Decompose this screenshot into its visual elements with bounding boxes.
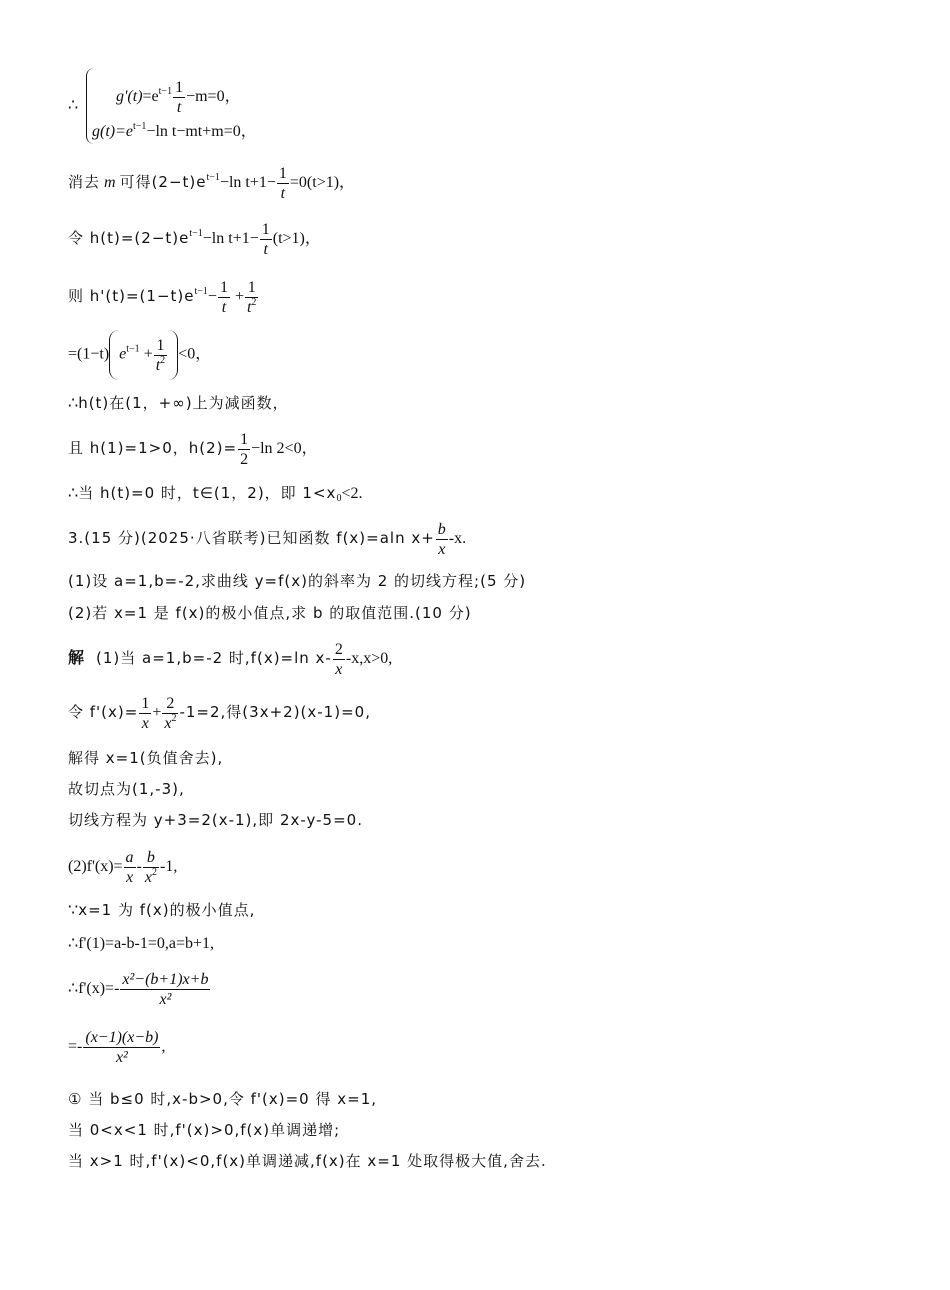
therefore-symbol: ∴ bbox=[68, 97, 79, 114]
sol1-frac-den: x bbox=[335, 661, 343, 678]
p2-frac-a: a bbox=[125, 849, 134, 866]
solve-x: 解得 x=1(负值舍去), bbox=[68, 749, 224, 767]
half-den: 2 bbox=[240, 451, 249, 468]
let-h-exp: t−1 bbox=[189, 228, 203, 240]
left-paren bbox=[109, 330, 119, 380]
fprime1-therefore: ∴ bbox=[68, 935, 79, 952]
and-h-tail: −ln 2<0， bbox=[251, 440, 318, 458]
q3-part2: (2)若 x=1 是 f(x)的极小值点,求 b 的取值范围.(10 分) bbox=[68, 604, 472, 622]
hprime-exp: t−1 bbox=[194, 286, 208, 298]
hprime-frac2-den: t bbox=[246, 299, 252, 316]
sys1-lhs: g'(t) bbox=[116, 88, 143, 106]
factor-frac-den: t bbox=[155, 356, 161, 374]
when-h0-sub: 0 bbox=[336, 493, 342, 504]
eliminate-frac-num: 1 bbox=[278, 165, 287, 182]
hprime-plus: + bbox=[234, 288, 244, 306]
tangent-line: 切线方程为 y+3=2(x-1),即 2x-y-5=0. bbox=[68, 811, 363, 829]
factor-frac-exp: 2 bbox=[160, 354, 166, 366]
sol1-frac-num: 2 bbox=[334, 641, 343, 658]
let-h-frac-den: t bbox=[263, 241, 268, 258]
right-paren bbox=[168, 330, 178, 380]
case-1-decreasing: 当 x>1 时,f'(x)<0,f(x)单调递减,f(x)在 x=1 处取得极大值,舍去. bbox=[68, 1152, 547, 1170]
case-1: ① 当 b≤0 时,x-b>0,令 f'(x)=0 得 x=1, bbox=[68, 1090, 378, 1108]
factor-prefix: =(1−t) bbox=[68, 345, 110, 363]
eliminate-mid: 可得(2−t)e bbox=[119, 173, 207, 192]
decreasing-line bbox=[68, 396, 289, 412]
eliminate-m: m bbox=[104, 174, 116, 192]
fprime-line bbox=[68, 694, 371, 733]
q3-tail: -x. bbox=[448, 530, 467, 548]
solution-label: 解 bbox=[68, 648, 85, 668]
fprime-frac2-exp: 2 bbox=[171, 713, 177, 724]
hprime-frac2-num: 1 bbox=[245, 278, 258, 298]
factor-exp: t−1 bbox=[126, 343, 140, 355]
factor-line bbox=[68, 330, 211, 380]
fprime-frac2-den: x bbox=[164, 715, 172, 732]
fprime-b-head: f'(x)=- bbox=[78, 980, 120, 998]
eliminate-prefix: 消去 bbox=[68, 173, 101, 192]
sys1-frac-den: t bbox=[176, 99, 182, 116]
decreasing-text: h(t)在(1，+∞)上为减函数， bbox=[78, 394, 289, 412]
fprime-b-therefore: ∴ bbox=[68, 980, 79, 998]
hprime-line bbox=[68, 278, 259, 317]
p2-tail: -1, bbox=[159, 858, 178, 876]
factor-e: e bbox=[119, 345, 127, 363]
sys1-mid: =e bbox=[142, 88, 159, 106]
factored-line bbox=[68, 1028, 165, 1067]
p2-frac-b: b bbox=[146, 849, 155, 866]
p2-frac-a-den: x bbox=[125, 869, 134, 886]
sol1-tail: -x,x>0, bbox=[345, 650, 393, 668]
hprime-frac2-exp: 2 bbox=[251, 297, 257, 308]
because-symbol: ∵ bbox=[68, 902, 79, 919]
factor-plus: + bbox=[143, 345, 153, 363]
p2-frac-b-den: x bbox=[144, 869, 152, 886]
eliminate-line bbox=[68, 164, 355, 203]
fprime-b-num: x²−(b+1)x+b bbox=[122, 971, 209, 988]
fprime-tail: -1=2,得(3x+2)(x-1)=0, bbox=[179, 703, 371, 722]
hprime-minus: − bbox=[207, 288, 217, 306]
factor-tail: <0， bbox=[178, 345, 212, 363]
case-1-increasing: 当 0<x<1 时,f'(x)>0,f(x)单调递增; bbox=[68, 1121, 341, 1139]
solution-line-1 bbox=[68, 640, 392, 679]
eliminate-frac-den: t bbox=[280, 185, 286, 202]
fprime-frac2-num: 2 bbox=[162, 694, 178, 714]
sys1-frac-num: 1 bbox=[175, 79, 184, 96]
sys2-tail: −ln t−mt+m=0， bbox=[146, 123, 257, 140]
fprime-plus: + bbox=[152, 704, 162, 722]
question-3 bbox=[68, 520, 466, 559]
when-h0-text: 当 h(t)=0 时，t∈(1，2)，即 1<x bbox=[78, 484, 337, 502]
fprime1-text: f'(1)=a-b-1=0,a=b+1, bbox=[78, 935, 215, 952]
hprime-frac1-num: 1 bbox=[219, 279, 228, 296]
fprime1-line bbox=[68, 936, 214, 952]
factor-frac-num: 1 bbox=[154, 336, 167, 356]
sys2-exp: t−1 bbox=[133, 121, 147, 132]
factored-head: =- bbox=[68, 1038, 83, 1056]
fprime-frac1-num: 1 bbox=[141, 695, 150, 712]
q3-head: 3.(15 分)(2025·八省联考)已知函数 f(x)=aln x+ bbox=[68, 529, 435, 548]
p2-minus: - bbox=[136, 858, 142, 876]
and-h-line bbox=[68, 430, 318, 469]
p2-head: (2)f'(x)= bbox=[68, 858, 123, 876]
sys1-exp: t−1 bbox=[158, 86, 173, 98]
q3-frac-den: x bbox=[438, 541, 446, 558]
when-therefore: ∴ bbox=[68, 485, 79, 502]
let-h-tail-b: (t>1)， bbox=[272, 230, 321, 248]
eliminate-tail-b: =0(t>1)， bbox=[289, 174, 356, 192]
decreasing-therefore: ∴ bbox=[68, 395, 79, 412]
fprime-head: 令 f'(x)= bbox=[68, 703, 139, 722]
factored-den: x² bbox=[115, 1049, 128, 1066]
hprime-frac1-den: t bbox=[221, 299, 227, 316]
sys2-head: g(t)=e bbox=[92, 123, 133, 140]
eliminate-exp: t−1 bbox=[206, 172, 220, 184]
tangent-point: 故切点为(1,-3), bbox=[68, 780, 185, 798]
and-h-head: 且 h(1)=1>0，h(2)= bbox=[68, 439, 238, 458]
part2-derivative bbox=[68, 848, 177, 887]
when-h0-line bbox=[68, 486, 362, 502]
hprime-head: 则 h'(t)=(1−t)e bbox=[68, 287, 195, 306]
fprime-b-den: x² bbox=[159, 991, 172, 1008]
let-h-tail-a: −ln t+1− bbox=[202, 230, 259, 248]
sol1-head: (1)当 a=1,b=-2 时,f(x)=ln x- bbox=[96, 649, 332, 668]
fprime-b-line bbox=[68, 970, 211, 1009]
factored-num: (x−1)(x−b) bbox=[85, 1029, 159, 1046]
let-h-line bbox=[68, 220, 321, 259]
q3-part1: (1)设 a=1,b=-2,求曲线 y=f(x)的斜率为 2 的切线方程;(5 分) bbox=[68, 572, 527, 590]
let-h-frac-num: 1 bbox=[261, 221, 270, 238]
p2-frac-b-exp: 2 bbox=[151, 867, 157, 878]
fprime-frac1-den: x bbox=[141, 715, 149, 732]
since-min-line bbox=[68, 903, 255, 919]
sys1-tail: −m=0， bbox=[186, 88, 241, 106]
half-num: 1 bbox=[240, 431, 249, 448]
since-min-text: x=1 为 f(x)的极小值点, bbox=[78, 901, 256, 919]
factored-tail: , bbox=[161, 1038, 166, 1056]
eliminate-tail-a: −ln t+1− bbox=[219, 174, 276, 192]
when-h0-tail: <2. bbox=[341, 485, 363, 502]
system-line-2 bbox=[92, 121, 257, 140]
q3-frac-num: b bbox=[437, 521, 446, 538]
system-line-1 bbox=[116, 78, 241, 117]
let-h-head: 令 h(t)=(2−t)e bbox=[68, 229, 190, 248]
